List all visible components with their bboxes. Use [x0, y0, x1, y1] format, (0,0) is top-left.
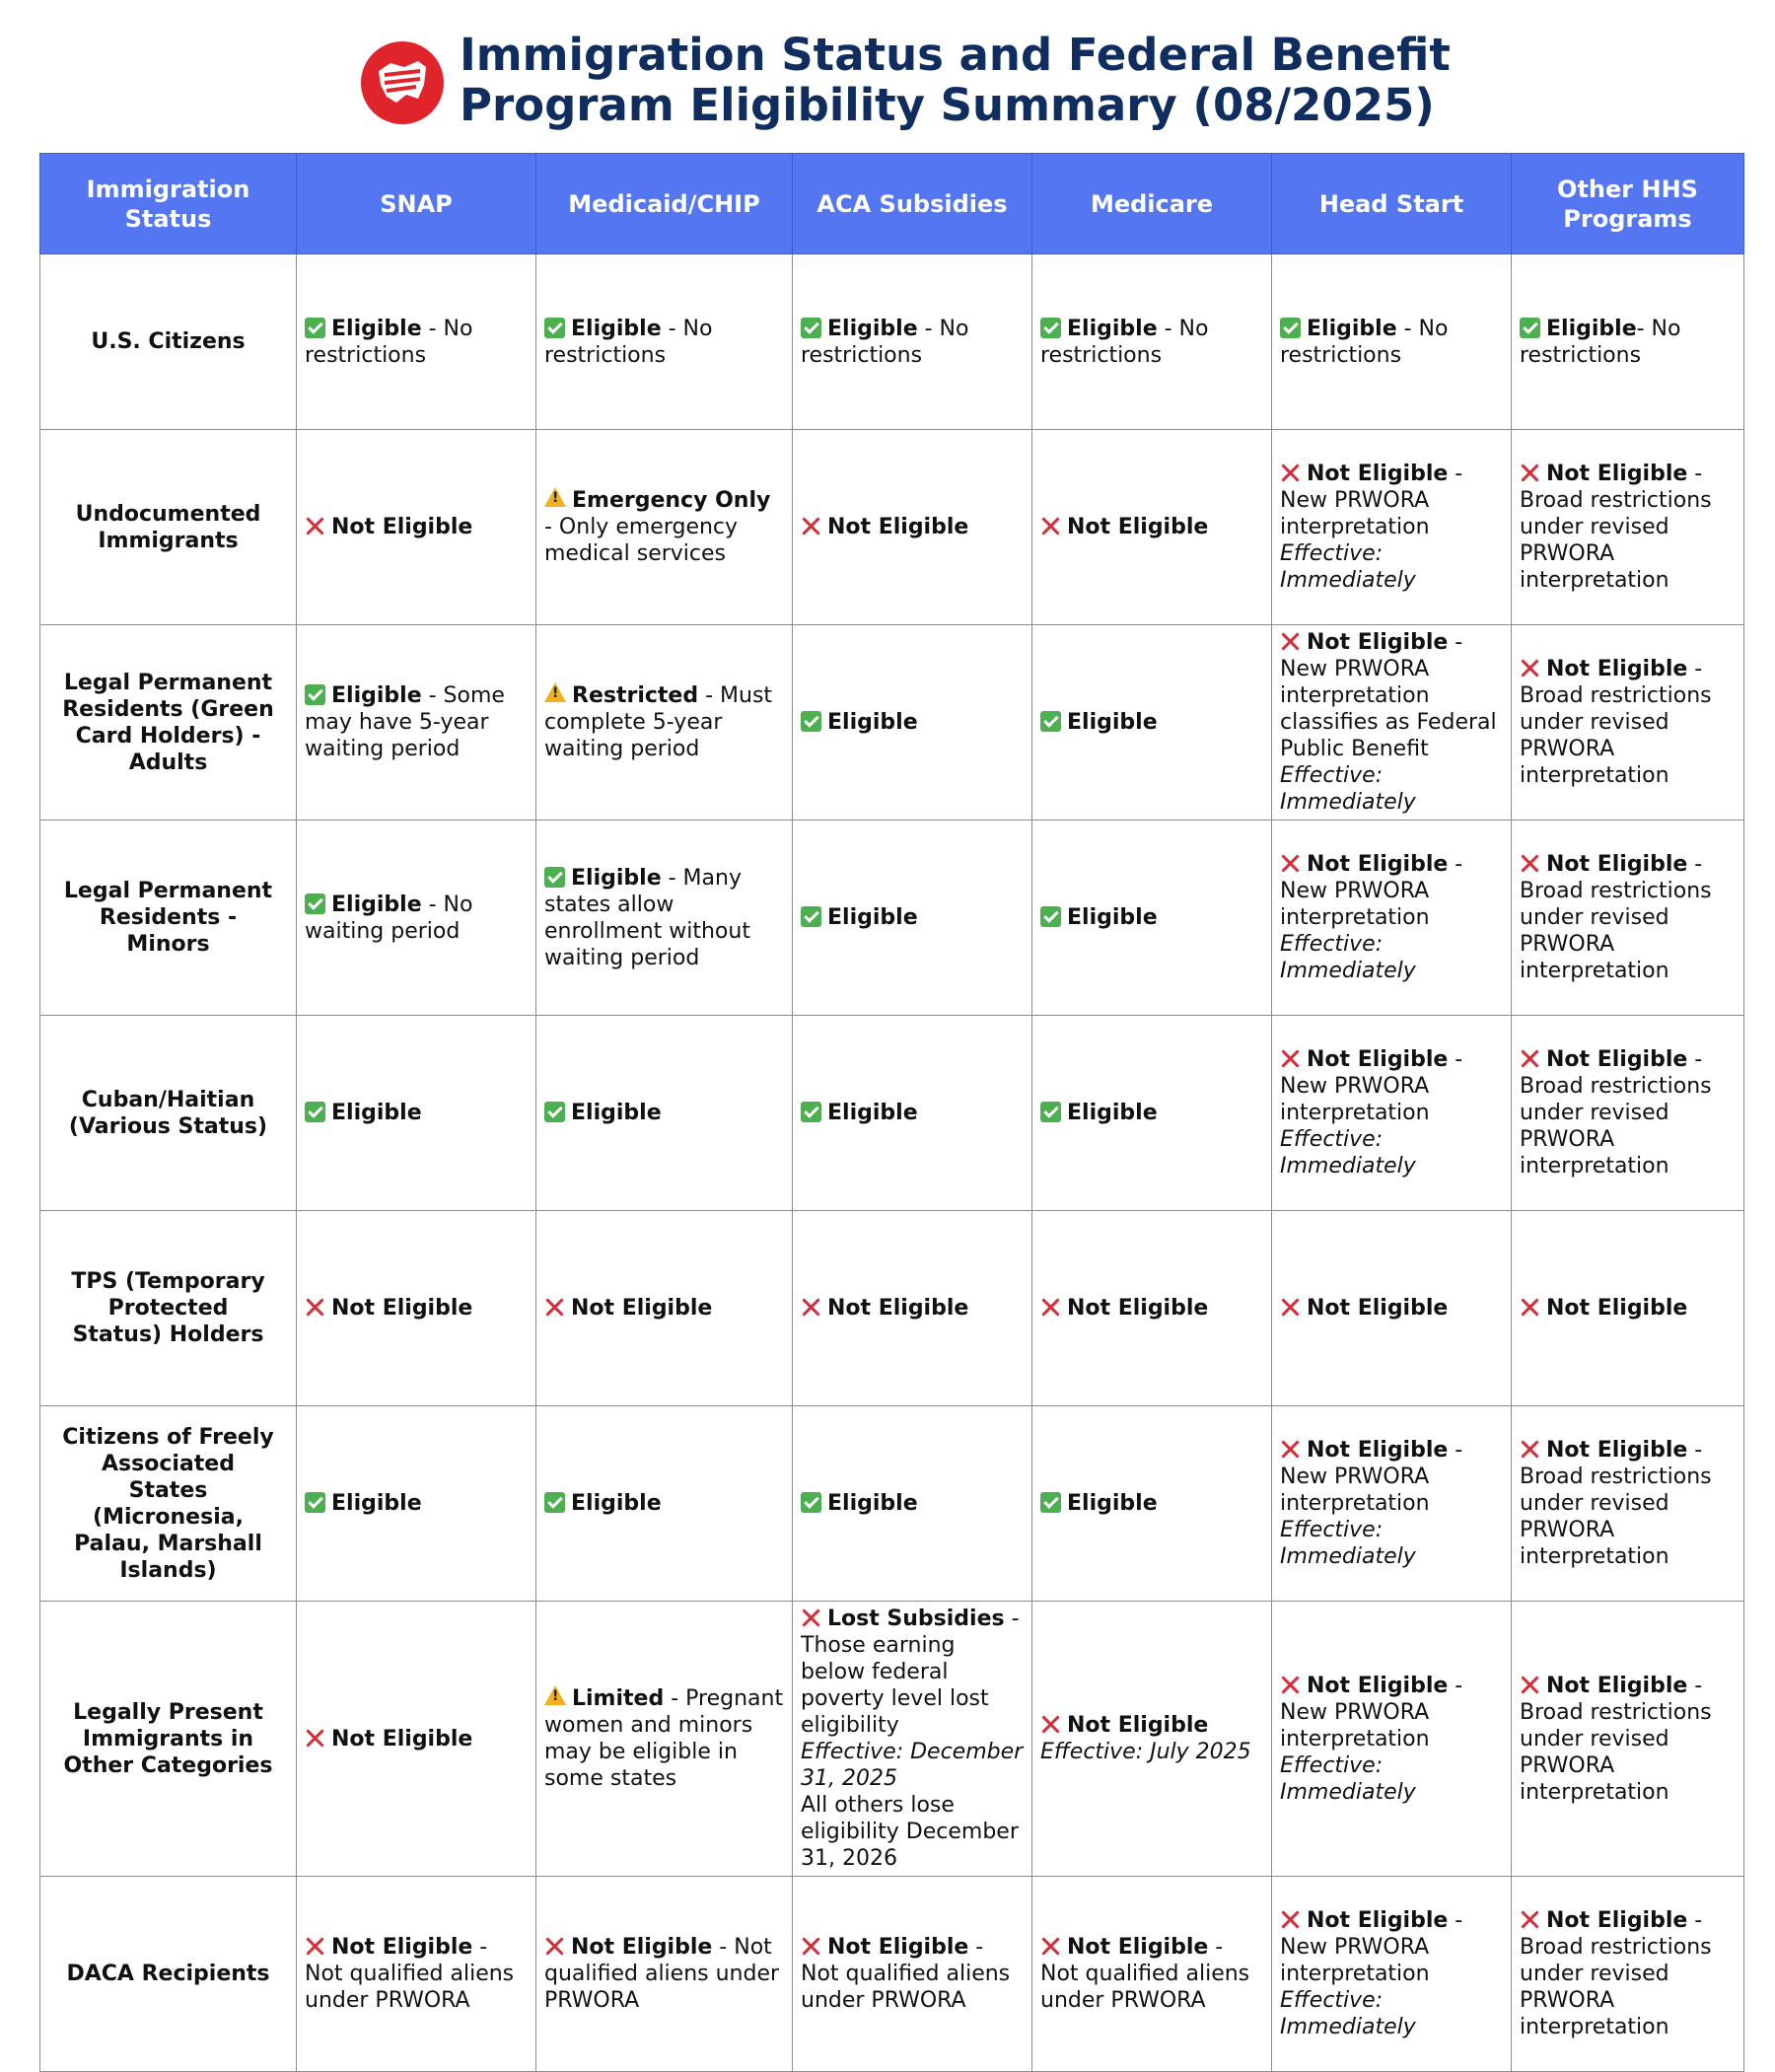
check-icon — [544, 1102, 565, 1122]
eligibility-label: Not Eligible — [1067, 1935, 1209, 1960]
table-header-row — [40, 154, 1744, 254]
eligibility-cell — [1032, 1877, 1272, 2072]
eligibility-cell — [536, 625, 793, 821]
title-line-2: Program Eligibility Summary (08/2025) — [460, 79, 1435, 131]
check-icon — [305, 1102, 325, 1122]
table-row — [40, 1877, 1744, 2072]
cross-icon — [1520, 658, 1540, 679]
eligibility-cell — [536, 1602, 793, 1877]
eligibility-label: Not Eligible — [1546, 1438, 1688, 1463]
cross-icon — [305, 1728, 325, 1749]
eligibility-label: Not Eligible — [571, 1296, 713, 1321]
eligibility-cell — [297, 254, 536, 430]
eligibility-cell — [536, 1406, 793, 1602]
eligibility-label: Eligible — [331, 316, 422, 341]
row-status-label: Legal Permanent Residents - Minors — [40, 821, 297, 1016]
eligibility-label: Not Eligible — [1067, 515, 1209, 539]
eligibility-label: Not Eligible — [827, 1296, 969, 1321]
eligibility-label: Not Eligible — [1067, 1713, 1209, 1738]
eligibility-label: Not Eligible — [1307, 1908, 1449, 1933]
row-status-label: Undocumented Immigrants — [40, 430, 297, 625]
eligibility-cell — [1032, 1602, 1272, 1877]
effective-date: Effective: Immediately — [1280, 932, 1416, 983]
cross-icon — [305, 516, 325, 536]
eligibility-detail: - Not qualified aliens under PRWORA — [1040, 1935, 1250, 2013]
eligibility-cell — [1032, 430, 1272, 625]
eligibility-label: Eligible — [1067, 316, 1158, 341]
eligibility-cell — [536, 1877, 793, 2072]
us-flag-map-icon — [361, 41, 444, 124]
eligibility-label: Not Eligible — [1307, 1438, 1449, 1463]
column-header: SNAP — [297, 154, 536, 254]
eligibility-cell — [793, 821, 1032, 1016]
eligibility-detail: - Not qualified aliens under PRWORA — [544, 1935, 780, 2013]
eligibility-label: Eligible — [331, 1491, 422, 1516]
check-icon — [305, 318, 325, 338]
eligibility-detail: - Must complete 5-year waiting period — [544, 683, 773, 761]
eligibility-cell — [1512, 254, 1744, 430]
eligibility-cell — [793, 430, 1032, 625]
check-icon — [801, 1492, 821, 1513]
eligibility-detail: - No waiting period — [305, 892, 473, 944]
table-row — [40, 430, 1744, 625]
cross-icon — [1520, 853, 1540, 874]
eligibility-label: Eligible — [1546, 316, 1637, 341]
check-icon — [801, 906, 821, 927]
eligibility-cell — [536, 1016, 793, 1211]
cross-icon — [1520, 1439, 1540, 1460]
eligibility-detail: - No restrictions — [305, 316, 473, 368]
check-icon — [1040, 1102, 1061, 1122]
eligibility-detail: - Broad restrictions under revised PRWORA interpretation — [1520, 1673, 1712, 1805]
eligibility-label: Eligible — [1067, 710, 1158, 735]
eligibility-detail: - New PRWORA interpretation — [1280, 462, 1463, 539]
check-icon — [1280, 318, 1301, 338]
cross-icon — [305, 1297, 325, 1318]
column-header: Medicaid/CHIP — [536, 154, 793, 254]
cross-icon — [1280, 1675, 1301, 1695]
row-status-label: Citizens of Freely Associated States (Micronesia, Palau, Marshall Islands) — [40, 1406, 297, 1602]
check-icon — [305, 684, 325, 705]
eligibility-label: Not Eligible — [1307, 462, 1449, 486]
eligibility-label: Emergency Only — [572, 488, 771, 513]
eligibility-detail: - No restrictions — [801, 316, 969, 368]
effective-date: Effective: Immediately — [1280, 1988, 1416, 2039]
cross-icon — [1280, 1439, 1301, 1460]
eligibility-detail: - Many states allow enrollment without waiting period — [544, 865, 750, 970]
warning-icon — [544, 487, 566, 507]
cross-icon — [1520, 1048, 1540, 1069]
eligibility-label: Eligible — [571, 316, 662, 341]
eligibility-label: Not Eligible — [1307, 1047, 1449, 1072]
eligibility-cell — [297, 821, 536, 1016]
eligibility-label: Not Eligible — [1546, 1047, 1688, 1072]
eligibility-label: Eligible — [571, 1491, 662, 1516]
eligibility-label: Eligible — [827, 905, 918, 930]
eligibility-cell — [793, 625, 1032, 821]
eligibility-cell — [1272, 430, 1512, 625]
eligibility-cell — [793, 1016, 1032, 1211]
cross-icon — [544, 1297, 565, 1318]
eligibility-cell — [1272, 1877, 1512, 2072]
title-line-1: Immigration Status and Federal Benefit — [460, 29, 1451, 81]
check-icon — [801, 318, 821, 338]
eligibility-detail: - No restrictions — [1280, 316, 1449, 368]
eligibility-label: Restricted — [572, 683, 699, 708]
eligibility-cell — [793, 1602, 1032, 1877]
eligibility-cell — [1272, 1211, 1512, 1406]
eligibility-detail: - Those earning below federal poverty level lost eligibility — [801, 1607, 1020, 1738]
eligibility-label: Not Eligible — [331, 1726, 473, 1751]
eligibility-label: Not Eligible — [1546, 462, 1688, 486]
eligibility-detail: - New PRWORA interpretation — [1280, 1673, 1463, 1751]
eligibility-label: Eligible — [571, 1101, 662, 1125]
table-row — [40, 1602, 1744, 1877]
check-icon — [801, 711, 821, 732]
eligibility-cell — [1512, 1016, 1744, 1211]
check-icon — [1040, 711, 1061, 732]
eligibility-cell — [297, 625, 536, 821]
eligibility-cell — [297, 430, 536, 625]
eligibility-detail: - Not qualified aliens under PRWORA — [801, 1935, 1011, 2013]
eligibility-detail: - Some may have 5-year waiting period — [305, 683, 505, 761]
warning-icon — [544, 682, 566, 702]
eligibility-label: Eligible — [827, 1101, 918, 1125]
eligibility-cell — [297, 1602, 536, 1877]
check-icon — [544, 1492, 565, 1513]
effective-date: Effective: Immediately — [1280, 541, 1416, 593]
cross-icon — [801, 516, 821, 536]
cross-icon — [1520, 1909, 1540, 1930]
cross-icon — [1040, 516, 1061, 536]
eligibility-cell — [536, 821, 793, 1016]
eligibility-label: Eligible — [331, 1101, 422, 1125]
eligibility-detail: - Pregnant women and minors may be eligible in some states — [544, 1686, 784, 1791]
eligibility-cell — [793, 1877, 1032, 2072]
warning-icon — [544, 1685, 566, 1705]
eligibility-label: Not Eligible — [1307, 852, 1449, 877]
eligibility-label: Not Eligible — [1546, 1673, 1688, 1698]
eligibility-label: Not Eligible — [827, 515, 969, 539]
eligibility-cell — [1512, 1877, 1744, 2072]
eligibility-detail: - New PRWORA interpretation — [1280, 1047, 1463, 1125]
eligibility-cell — [1272, 1602, 1512, 1877]
eligibility-cell — [1512, 1211, 1744, 1406]
column-header: ACA Subsidies — [793, 154, 1032, 254]
eligibility-cell — [793, 254, 1032, 430]
eligibility-cell — [1032, 1016, 1272, 1211]
check-icon — [1040, 318, 1061, 338]
eligibility-label: Eligible — [1067, 905, 1158, 930]
eligibility-label: Eligible — [827, 316, 918, 341]
eligibility-label: Not Eligible — [1307, 1296, 1449, 1321]
eligibility-label: Not Eligible — [1546, 657, 1688, 681]
effective-date: Effective: July 2025 — [1040, 1740, 1251, 1764]
eligibility-label: Eligible — [331, 892, 422, 917]
row-status-label: TPS (Temporary Protected Status) Holders — [40, 1211, 297, 1406]
eligibility-detail: - New PRWORA interpretation — [1280, 852, 1463, 930]
cross-icon — [1280, 1297, 1301, 1318]
cross-icon — [1040, 1936, 1061, 1957]
eligibility-detail: - Broad restrictions under revised PRWORA interpretation — [1520, 852, 1712, 983]
eligibility-detail: - Broad restrictions under revised PRWORA interpretation — [1520, 462, 1712, 593]
cross-icon — [1280, 1048, 1301, 1069]
eligibility-label: Lost Subsidies — [827, 1607, 1005, 1631]
eligibility-cell — [1272, 254, 1512, 430]
eligibility-cell — [1032, 625, 1272, 821]
eligibility-note: All others lose eligibility December 31, 2026 — [801, 1793, 1019, 1871]
effective-date: Effective: Immediately — [1280, 1127, 1416, 1179]
eligibility-label: Limited — [572, 1686, 665, 1711]
eligibility-cell — [536, 254, 793, 430]
eligibility-cell — [793, 1211, 1032, 1406]
eligibility-label: Eligible — [571, 865, 662, 891]
eligibility-cell — [1512, 821, 1744, 1016]
check-icon — [801, 1102, 821, 1122]
eligibility-detail: - Broad restrictions under revised PRWORA interpretation — [1520, 1908, 1712, 2039]
table-body — [40, 254, 1744, 2072]
eligibility-label: Not Eligible — [1546, 852, 1688, 877]
table-row — [40, 821, 1744, 1016]
eligibility-detail: - Broad restrictions under revised PRWORA interpretation — [1520, 1438, 1712, 1569]
cross-icon — [1520, 1675, 1540, 1695]
effective-date: Effective: Immediately — [1280, 1518, 1416, 1569]
cross-icon — [1280, 853, 1301, 874]
check-icon — [305, 893, 325, 914]
eligibility-label: Eligible — [1067, 1491, 1158, 1516]
eligibility-label: Eligible — [1307, 316, 1397, 341]
effective-date: Effective: Immediately — [1280, 1752, 1416, 1805]
row-status-label: U.S. Citizens — [40, 254, 297, 430]
cross-icon — [1280, 1909, 1301, 1930]
cross-icon — [305, 1936, 325, 1957]
eligibility-cell — [1272, 1406, 1512, 1602]
column-header: Head Start — [1272, 154, 1512, 254]
eligibility-label: Not Eligible — [827, 1935, 969, 1960]
check-icon — [544, 318, 565, 338]
cross-icon — [1280, 631, 1301, 652]
eligibility-cell — [297, 1877, 536, 2072]
cross-icon — [1040, 1297, 1061, 1318]
row-status-label: Cuban/Haitian (Various Status) — [40, 1016, 297, 1211]
check-icon — [1520, 318, 1540, 338]
table-row — [40, 1016, 1744, 1211]
column-header: Other HHS Programs — [1512, 154, 1744, 254]
eligibility-cell — [297, 1211, 536, 1406]
eligibility-cell — [1272, 625, 1512, 821]
eligibility-label: Not Eligible — [331, 515, 473, 539]
cross-icon — [544, 1936, 565, 1957]
eligibility-detail: - New PRWORA interpretation classifies as Federal Public Benefit — [1280, 630, 1497, 761]
column-header: Medicare — [1032, 154, 1272, 254]
effective-date: Effective: Immediately — [1280, 763, 1416, 815]
eligibility-cell — [1512, 1406, 1744, 1602]
eligibility-detail: - Broad restrictions under revised PRWORA interpretation — [1520, 1047, 1712, 1179]
eligibility-label: Not Eligible — [1307, 1673, 1449, 1698]
cross-icon — [1040, 1714, 1061, 1735]
cross-icon — [801, 1608, 821, 1628]
table-row — [40, 625, 1744, 821]
eligibility-cell — [1272, 1016, 1512, 1211]
cross-icon — [1280, 463, 1301, 483]
eligibility-cell — [1512, 430, 1744, 625]
eligibility-label: Not Eligible — [571, 1935, 713, 1960]
eligibility-cell — [1272, 821, 1512, 1016]
page-title — [460, 30, 1643, 130]
table-row — [40, 1406, 1744, 1602]
cross-icon — [1520, 1297, 1540, 1318]
cross-icon — [1520, 463, 1540, 483]
row-status-label: Legally Present Immigrants in Other Categories — [40, 1602, 297, 1877]
check-icon — [1040, 1492, 1061, 1513]
check-icon — [305, 1492, 325, 1513]
column-header: Immigration Status — [40, 154, 297, 254]
eligibility-cell — [1032, 254, 1272, 430]
effective-date: Effective: December 31, 2025 — [801, 1740, 1024, 1791]
table-row — [40, 254, 1744, 430]
eligibility-detail: - Not qualified aliens under PRWORA — [305, 1935, 515, 2013]
eligibility-label: Not Eligible — [1067, 1296, 1209, 1321]
eligibility-label: Not Eligible — [1546, 1296, 1688, 1321]
eligibility-cell — [1032, 821, 1272, 1016]
eligibility-label: Eligible — [827, 710, 918, 735]
eligibility-detail: - New PRWORA interpretation — [1280, 1908, 1463, 1986]
eligibility-label: Eligible — [331, 683, 422, 708]
eligibility-cell — [297, 1016, 536, 1211]
eligibility-cell — [1512, 1602, 1744, 1877]
eligibility-detail: - No restrictions — [1520, 316, 1681, 368]
table-row — [40, 1211, 1744, 1406]
eligibility-label: Not Eligible — [331, 1296, 473, 1321]
eligibility-label: Not Eligible — [1307, 630, 1449, 655]
eligibility-cell — [1032, 1406, 1272, 1602]
cross-icon — [801, 1297, 821, 1318]
eligibility-cell — [1032, 1211, 1272, 1406]
eligibility-detail: - New PRWORA interpretation — [1280, 1438, 1463, 1516]
eligibility-cell — [793, 1406, 1032, 1602]
eligibility-label: Not Eligible — [1546, 1908, 1688, 1933]
check-icon — [1040, 906, 1061, 927]
row-status-label: Legal Permanent Residents (Green Card Holders) - Adults — [40, 625, 297, 821]
eligibility-detail: - No restrictions — [1040, 316, 1209, 368]
eligibility-detail: - Only emergency medical services — [544, 515, 739, 566]
eligibility-detail: - Broad restrictions under revised PRWORA interpretation — [1520, 657, 1712, 788]
check-icon — [544, 867, 565, 888]
eligibility-label: Not Eligible — [331, 1935, 473, 1960]
eligibility-cell — [536, 430, 793, 625]
row-status-label: DACA Recipients — [40, 1877, 297, 2072]
eligibility-label: Eligible — [827, 1491, 918, 1516]
eligibility-detail: - No restrictions — [544, 316, 713, 368]
eligibility-table — [39, 153, 1744, 2072]
eligibility-label: Eligible — [1067, 1101, 1158, 1125]
eligibility-cell — [536, 1211, 793, 1406]
cross-icon — [801, 1936, 821, 1957]
eligibility-cell — [1512, 625, 1744, 821]
eligibility-cell — [297, 1406, 536, 1602]
